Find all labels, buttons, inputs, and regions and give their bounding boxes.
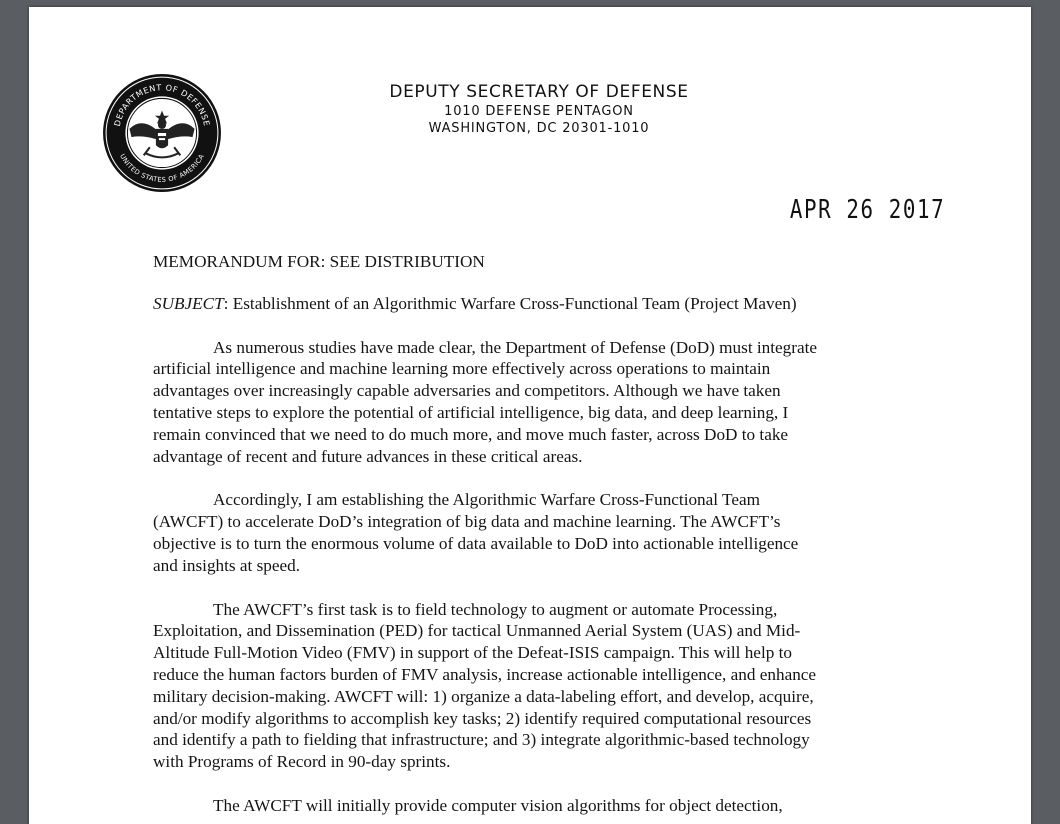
- dod-seal-icon: [101, 72, 223, 194]
- paragraph-line: and identify a path to fielding that infrastructure; and 3) integrate algorithmic-based technology: [153, 730, 810, 750]
- subject-label: SUBJECT: [153, 293, 224, 313]
- paragraph-line: remain convinced that we need to do much more, and move much faster, across DoD to take: [153, 424, 789, 444]
- paragraph-line: As numerous studies have made clear, the Department of Defense (DoD) must integrate: [213, 337, 818, 357]
- letterhead: [329, 81, 749, 137]
- date-stamp: APR 26 2017: [789, 195, 945, 225]
- memo-body: [153, 251, 923, 824]
- paragraph-line: with Programs of Record in 90-day sprints.: [153, 752, 451, 772]
- seal-text-bottom: UNITED STATES OF AMERICA: [118, 152, 206, 184]
- seal-text-top: DEPARTMENT OF DEFENSE: [111, 82, 213, 128]
- paragraph-line: and insights at speed.: [153, 555, 301, 575]
- paragraph-line: and/or modify algorithms to accomplish key tasks; 2) identify required computational resources: [153, 708, 812, 728]
- paragraph-line: advantages over increasingly capable adversaries and competitors. Although we have taken: [153, 381, 781, 401]
- paragraph-line: The AWCFT will initially provide computer vision algorithms for object detection,: [213, 795, 783, 815]
- paragraph-line: (AWCFT) to accelerate DoD’s integration of big data and machine learning. The AWCFT’s: [153, 512, 781, 532]
- paragraph-line: advantage of recent and future advances in these critical areas.: [153, 446, 583, 466]
- paragraph-4: [153, 795, 923, 817]
- paragraph-line: The AWCFT’s first task is to field technology to augment or automate Processing,: [213, 599, 778, 619]
- paragraph-line: artificial intelligence and machine learning more effectively across operations to maintain: [153, 359, 771, 379]
- paragraph-line: reduce the human factors burden of FMV analysis, increase actionable intelligence, and enhance: [153, 664, 817, 684]
- subject-text: : Establishment of an Algorithmic Warfare Cross-Functional Team (Project Maven): [223, 293, 797, 313]
- paragraph-line: Accordingly, I am establishing the Algorithmic Warfare Cross-Functional Team: [213, 490, 760, 510]
- memorandum-for: MEMORANDUM FOR: SEE DISTRIBUTION: [153, 252, 485, 271]
- paragraph-3: [153, 599, 923, 773]
- paragraph-line: Exploitation, and Dissemination (PED) for tactical Unmanned Aerial System (UAS) and Mid-: [153, 621, 801, 641]
- letterhead-title: DEPUTY SECRETARY OF DEFENSE: [389, 82, 689, 102]
- letterhead-address-line1: 1010 DEFENSE PENTAGON: [444, 104, 634, 119]
- paragraph-2: [153, 489, 923, 576]
- paragraph-line: military decision-making. AWCFT will: 1) organize a data-labeling effort, and develop, acquire,: [153, 686, 814, 706]
- paragraph-line: objective is to turn the enormous volume of data available to DoD into actionable intelligence: [153, 533, 799, 553]
- subject-line: [153, 293, 923, 315]
- paragraph-line: tentative steps to explore the potential of artificial intelligence, big data, and deep learning, I: [153, 402, 789, 422]
- document-page: [29, 7, 1031, 824]
- letterhead-address-line2: WASHINGTON, DC 20301-1010: [428, 121, 650, 136]
- paragraph-line: Altitude Full-Motion Video (FMV) in support of the Defeat-ISIS campaign. This will help to: [153, 643, 792, 663]
- paragraph-1: [153, 337, 923, 468]
